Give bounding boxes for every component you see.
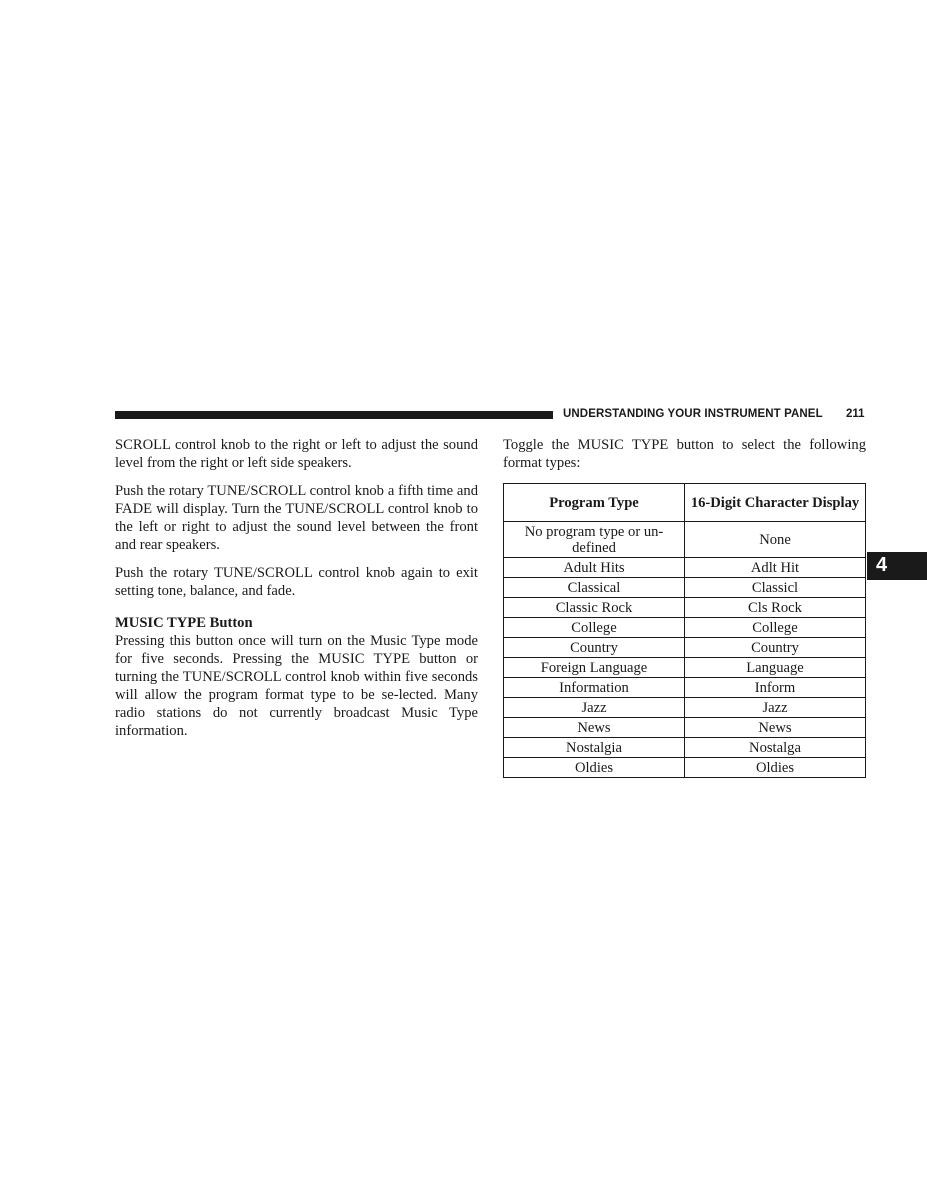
program-type-cell: Country	[504, 638, 685, 658]
chapter-number: 4	[876, 554, 888, 576]
table-row	[504, 718, 866, 738]
table-row	[504, 678, 866, 698]
table-header-row	[504, 484, 866, 522]
left-column	[115, 436, 478, 750]
paragraph: Push the rotary TUNE/SCROLL control knob a fifth time and FADE will display. Turn the TUNE/SCROLL control knob to the left or right to adjust the sound level between the front and rear speakers.	[115, 483, 478, 553]
display-cell: Cls Rock	[685, 598, 866, 618]
table-intro: Toggle the MUSIC TYPE button to select the following format types:	[503, 437, 866, 471]
display-cell: News	[685, 718, 866, 738]
column-header: 16-Digit Character Display	[685, 484, 866, 522]
table-row	[504, 698, 866, 718]
program-type-cell: Adult Hits	[504, 558, 685, 578]
program-type-cell: Foreign Language	[504, 658, 685, 678]
table-row	[504, 658, 866, 678]
program-type-cell: College	[504, 618, 685, 638]
table-row	[504, 578, 866, 598]
display-cell: Classicl	[685, 578, 866, 598]
table-row	[504, 738, 866, 758]
display-cell: Nostalga	[685, 738, 866, 758]
header-rule	[115, 411, 553, 419]
page-number: 211	[846, 408, 865, 420]
display-cell: Adlt Hit	[685, 558, 866, 578]
program-type-cell: Nostalgia	[504, 738, 685, 758]
paragraph: SCROLL control knob to the right or left to adjust the sound level from the right or left side speakers.	[115, 437, 478, 471]
paragraph: Push the rotary TUNE/SCROLL control knob again to exit setting tone, balance, and fade.	[115, 565, 478, 599]
table-row	[504, 522, 866, 558]
display-cell: None	[685, 522, 866, 558]
table-row	[504, 758, 866, 778]
table-row	[504, 598, 866, 618]
display-cell: Language	[685, 658, 866, 678]
right-column	[503, 436, 866, 778]
table-row	[504, 618, 866, 638]
display-cell: Jazz	[685, 698, 866, 718]
display-cell: Oldies	[685, 758, 866, 778]
music-type-table	[503, 483, 866, 778]
chapter-tab	[867, 552, 927, 580]
program-type-cell: Oldies	[504, 758, 685, 778]
program-type-cell: No program type or un-defined	[504, 522, 685, 558]
paragraph: Pressing this button once will turn on the Music Type mode for five seconds. Pressing the MUSIC TYPE button or turning the TUNE/SCROLL control knob within five seconds will allow the program format type to be se-lected. Many radio stations do not currently broadcast Music Type information.	[115, 633, 478, 739]
column-header: Program Type	[504, 484, 685, 522]
table-row	[504, 638, 866, 658]
program-type-cell: Classical	[504, 578, 685, 598]
table-row	[504, 558, 866, 578]
program-type-cell: Information	[504, 678, 685, 698]
section-heading: MUSIC TYPE Button	[115, 615, 253, 631]
running-header: UNDERSTANDING YOUR INSTRUMENT PANEL	[563, 408, 823, 420]
program-type-cell: News	[504, 718, 685, 738]
display-cell: Inform	[685, 678, 866, 698]
program-type-cell: Jazz	[504, 698, 685, 718]
program-type-cell: Classic Rock	[504, 598, 685, 618]
display-cell: Country	[685, 638, 866, 658]
display-cell: College	[685, 618, 866, 638]
